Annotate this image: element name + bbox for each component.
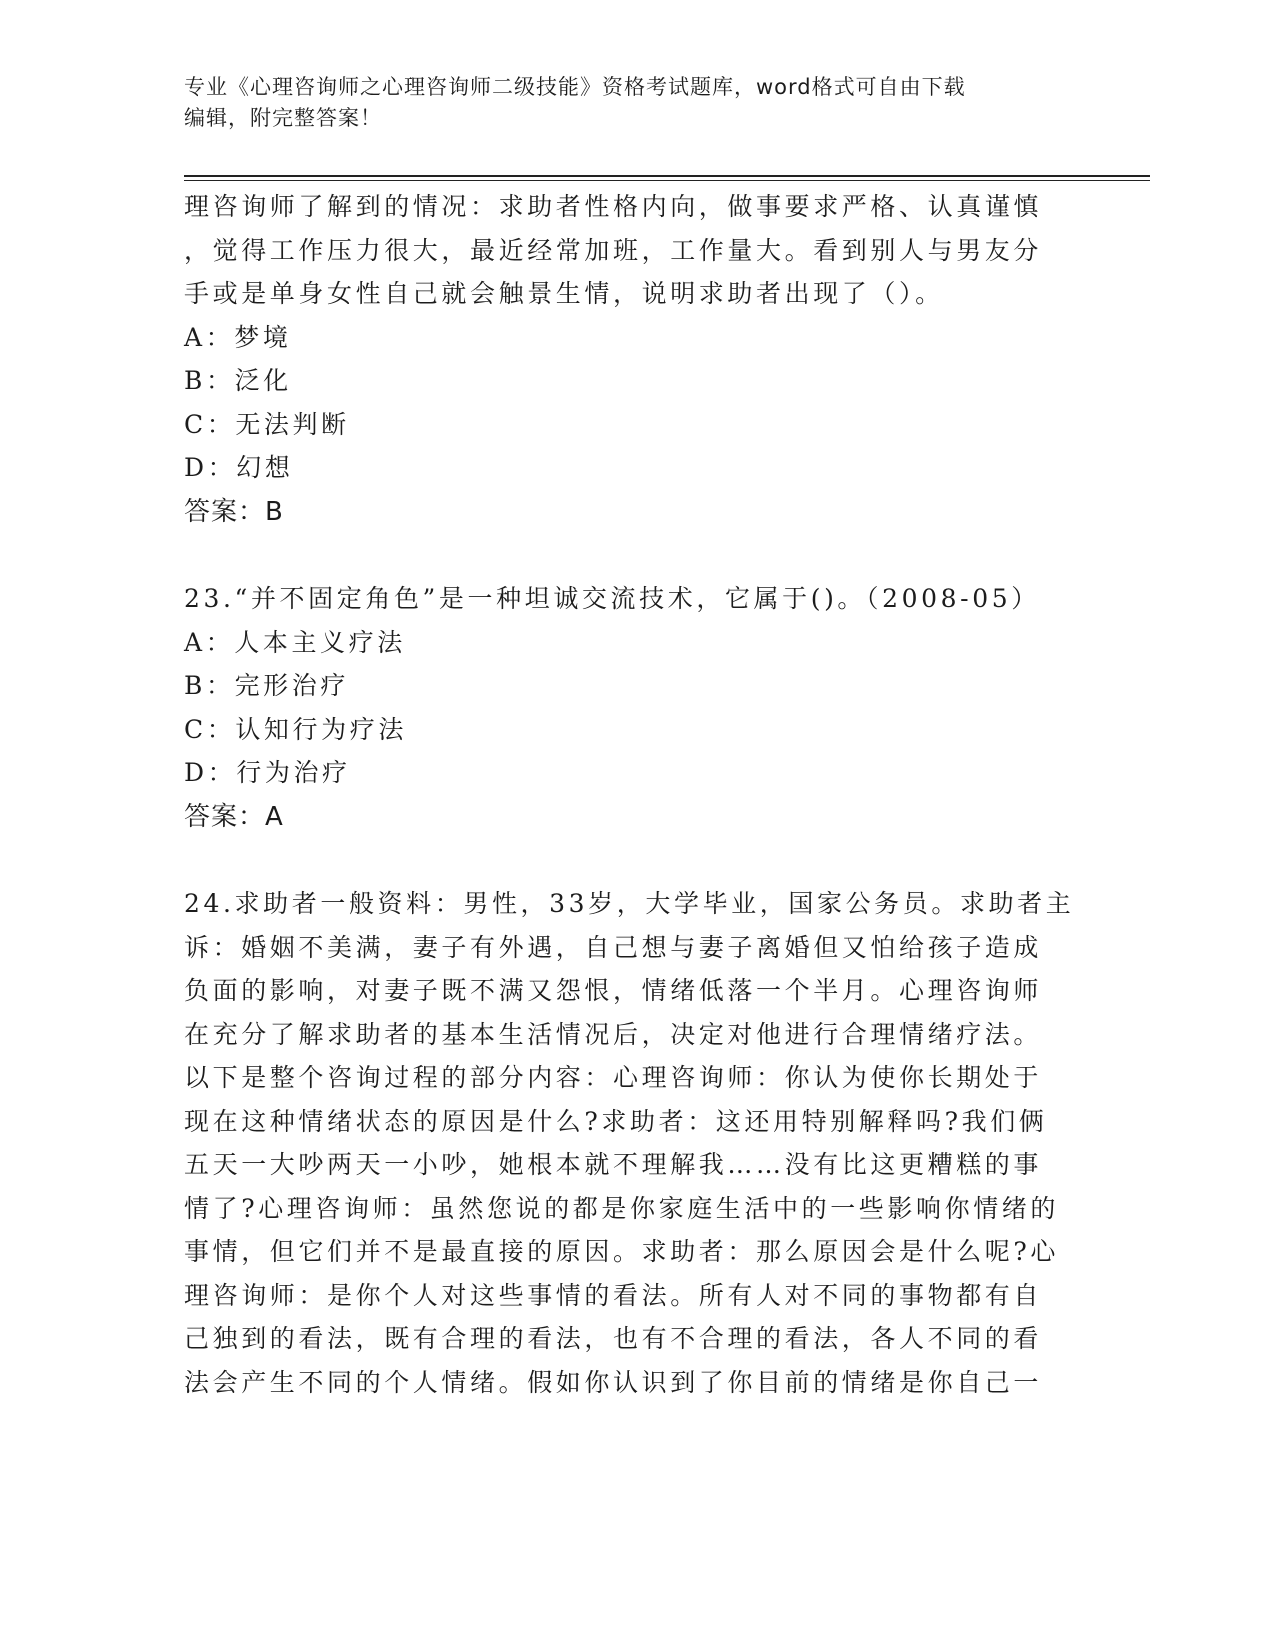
header-line-2: 编辑，附完整答案！	[184, 106, 382, 130]
header-line-1: 专业《心理咨询师之心理咨询师二级技能》资格考试题库，word格式可自由下载	[184, 75, 966, 99]
q24-stem-line: 24.求助者一般资料：男性，33岁，大学毕业，国家公务员。求助者主	[184, 889, 1075, 918]
q22-answer: 答案：B	[184, 497, 284, 527]
q24-stem-line: 现在这种情绪状态的原因是什么?求助者：这还用特别解释吗?我们俩	[184, 1107, 1048, 1136]
q23-option-a: A：人本主义疗法	[184, 628, 406, 657]
q22-option-a: A：梦境	[184, 323, 292, 352]
q22-stem-line: ，觉得工作压力很大，最近经常加班，工作量大。看到别人与男友分	[184, 236, 1043, 265]
q22-stem-line: 手或是单身女性自己就会触景生情，说明求助者出现了（）。	[184, 279, 944, 308]
q24-stem-line: 以下是整个咨询过程的部分内容：心理咨询师：你认为使你长期处于	[184, 1063, 1043, 1092]
q24-stem-line: 事情，但它们并不是最直接的原因。求助者：那么原因会是什么呢?心	[184, 1237, 1060, 1266]
q23-option-d: D：行为治疗	[184, 758, 351, 787]
q22-stem-line: 理咨询师了解到的情况：求助者性格内向，做事要求严格、认真谨慎	[184, 192, 1043, 221]
q24-stem-line: 理咨询师：是你个人对这些事情的看法。所有人对不同的事物都有自	[184, 1281, 1043, 1310]
q23-answer: 答案：A	[184, 802, 284, 832]
q23-option-c: C：认知行为疗法	[184, 715, 407, 744]
q24-stem-line: 己独到的看法，既有合理的看法，也有不合理的看法，各人不同的看	[184, 1324, 1043, 1353]
q22-option-d: D：幻想	[184, 453, 294, 482]
q22-option-b: B：泛化	[184, 366, 292, 395]
q24-stem-line: 在充分了解求助者的基本生活情况后，决定对他进行合理情绪疗法。	[184, 1020, 1043, 1049]
q23-stem: 23.“并不固定角色”是一种坦诚交流技术，它属于()。（2008-05）	[184, 584, 1040, 613]
document-header	[184, 72, 1064, 134]
q22-option-c: C：无法判断	[184, 410, 350, 439]
q24-stem-line: 五天一大吵两天一小吵，她根本就不理解我……没有比这更糟糕的事	[184, 1150, 1043, 1179]
q24-stem-line: 负面的影响，对妻子既不满又怨恨，情绪低落一个半月。心理咨询师	[184, 976, 1043, 1005]
header-rule-thin	[184, 180, 1150, 181]
q24-stem-line: 诉：婚姻不美满，妻子有外遇，自己想与妻子离婚但又怕给孩子造成	[184, 933, 1043, 962]
q24-stem-line: 法会产生不同的个人情绪。假如你认识到了你目前的情绪是你自己一	[184, 1368, 1043, 1397]
q23-option-b: B：完形治疗	[184, 671, 349, 700]
q24-stem-line: 情了?心理咨询师：虽然您说的都是你家庭生活中的一些影响你情绪的	[184, 1194, 1060, 1223]
header-rule-thick	[184, 175, 1150, 177]
